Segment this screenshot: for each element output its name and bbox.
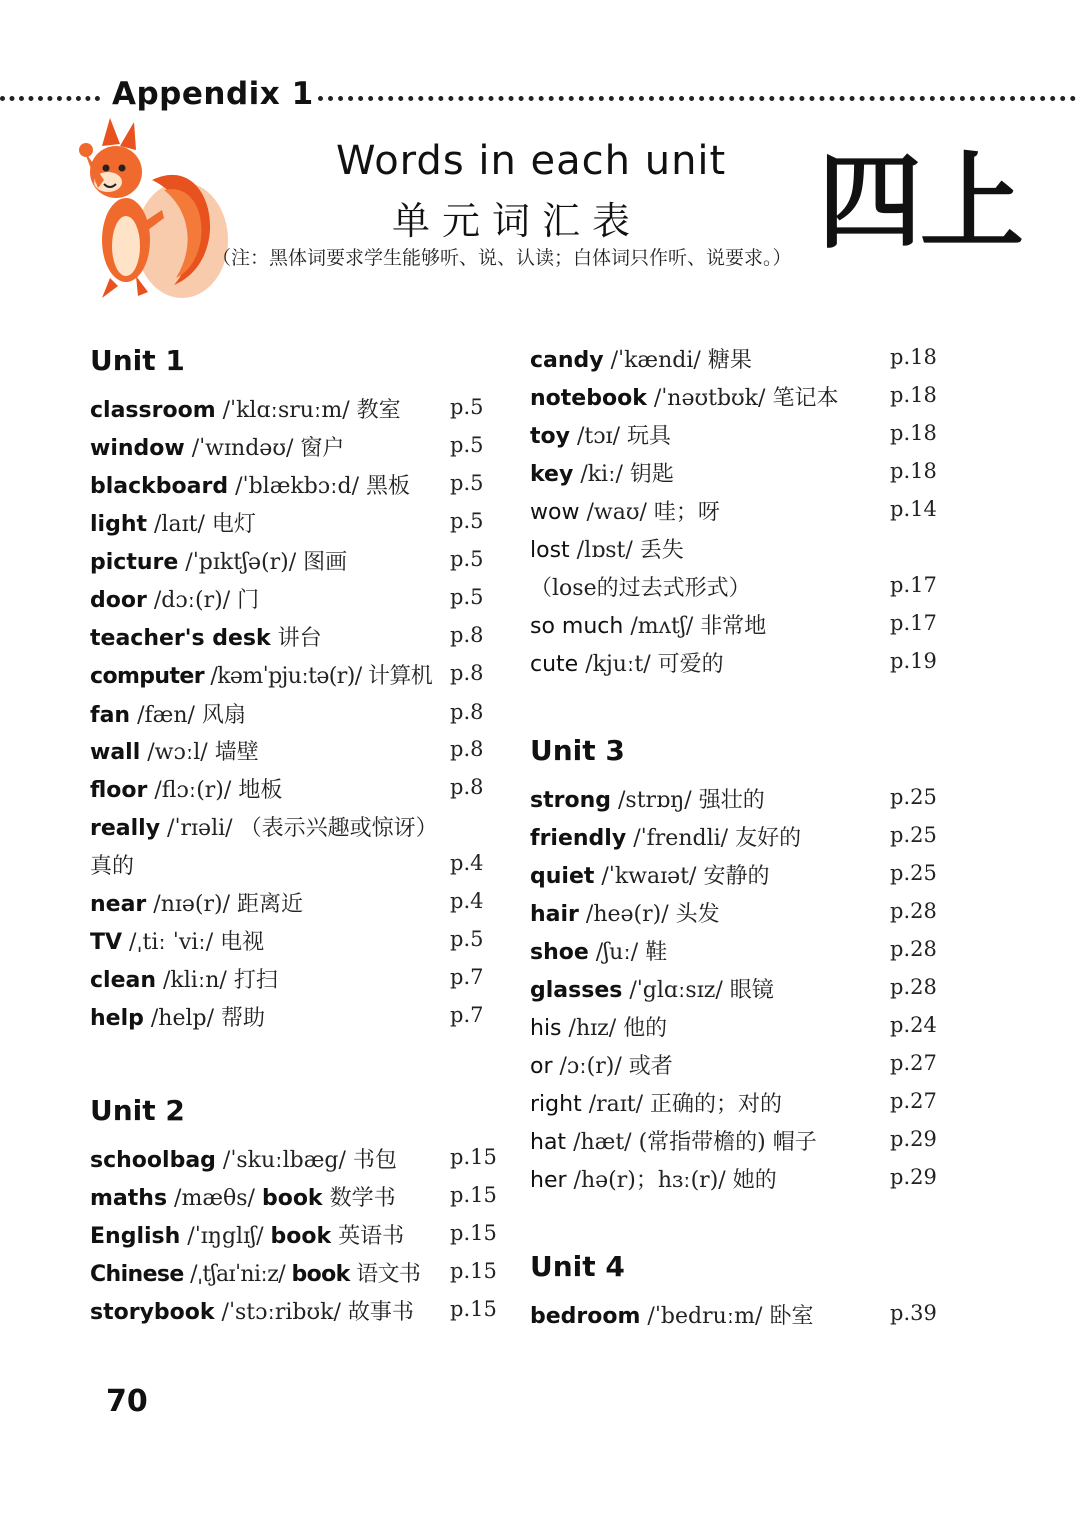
entry-word: friendly bbox=[530, 826, 627, 851]
entry-phonetic: /strɒŋ/ bbox=[618, 788, 692, 813]
vocab-entry bbox=[530, 495, 940, 529]
unit-heading: Unit 4 bbox=[530, 1250, 625, 1283]
entry-word: his bbox=[530, 1016, 562, 1041]
entry-word: schoolbag bbox=[90, 1148, 216, 1173]
entry-word: hat bbox=[530, 1130, 567, 1155]
entry-word: cute bbox=[530, 652, 579, 677]
entry-meaning: 距离近 bbox=[237, 892, 304, 917]
entry-meaning: （表示兴趣或惊讶） bbox=[239, 816, 438, 841]
vocab-entry bbox=[90, 1219, 500, 1253]
vocab-entry bbox=[530, 1049, 940, 1083]
entry-word-book: book bbox=[261, 1186, 323, 1211]
entry-meaning: 友好的 bbox=[735, 826, 802, 851]
entry-phonetic: /ˌtiː ˈviː/ bbox=[129, 930, 214, 955]
entry-meaning: 他的 bbox=[623, 1016, 668, 1041]
entry-word: so much bbox=[530, 614, 624, 639]
entry-word: or bbox=[530, 1054, 553, 1079]
entry-phonetic: /fæn/ bbox=[137, 703, 195, 728]
entry-phonetic: /kiː/ bbox=[580, 462, 623, 487]
entry-meaning: 风扇 bbox=[201, 703, 246, 728]
entry-word: picture bbox=[90, 550, 179, 575]
entry-meaning: 或者 bbox=[628, 1054, 673, 1079]
entry-word: notebook bbox=[530, 386, 647, 411]
entry-word: glasses bbox=[530, 978, 623, 1003]
entry-page: p.28 bbox=[890, 899, 937, 923]
vocab-entry bbox=[530, 1125, 940, 1159]
appendix-label: Appendix 1 bbox=[112, 76, 314, 112]
entry-meaning: 电灯 bbox=[211, 512, 256, 537]
vocab-entry bbox=[530, 381, 940, 415]
entry-word: her bbox=[530, 1168, 567, 1193]
entry-page: p.29 bbox=[890, 1165, 937, 1189]
vocab-entry bbox=[530, 897, 940, 931]
entry-meaning: 糖果 bbox=[707, 348, 752, 373]
entry-page: p.25 bbox=[890, 785, 937, 809]
vocab-entry-continuation bbox=[90, 849, 500, 883]
entry-page: p.5 bbox=[450, 433, 484, 457]
entry-phonetic: /ˈkwaɪət/ bbox=[601, 864, 697, 889]
vocab-entry bbox=[90, 1295, 500, 1329]
vocab-entry bbox=[530, 343, 940, 377]
entry-phonetic: /ˈkændi/ bbox=[610, 348, 701, 373]
entry-word: blackboard bbox=[90, 474, 229, 499]
entry-page: p.8 bbox=[450, 737, 484, 761]
entry-phonetic: /dɔː(r)/ bbox=[153, 588, 231, 613]
entry-meaning: 电视 bbox=[220, 930, 265, 955]
entry-phonetic: /ˈglɑːsɪz/ bbox=[629, 978, 723, 1003]
entry-page: p.27 bbox=[890, 1051, 937, 1075]
entry-phonetic: /ˈstɔːribʊk/ bbox=[221, 1300, 341, 1325]
entry-page: p.8 bbox=[450, 661, 484, 685]
grade-label: 四上 bbox=[818, 141, 1023, 263]
entry-page: p.18 bbox=[890, 421, 937, 445]
entry-meaning: 丢失 bbox=[639, 538, 684, 563]
entry-phonetic: /kjuːt/ bbox=[585, 652, 651, 677]
entry-phonetic: /tɔɪ/ bbox=[576, 424, 621, 449]
entry-word-book: book bbox=[270, 1224, 332, 1249]
vocab-entry bbox=[530, 1163, 940, 1197]
entry-page: p.18 bbox=[890, 345, 937, 369]
unit-heading: Unit 1 bbox=[90, 344, 185, 377]
entry-word: maths bbox=[90, 1186, 168, 1211]
entry-page: p.7 bbox=[450, 1003, 484, 1027]
entry-page: p.24 bbox=[890, 1013, 937, 1037]
entry-page: p.8 bbox=[450, 623, 484, 647]
entry-meaning: 非常地 bbox=[700, 614, 767, 639]
entry-word: hair bbox=[530, 902, 579, 927]
entry-meaning: 地板 bbox=[238, 778, 283, 803]
vocab-entry bbox=[530, 533, 940, 567]
squirrel-mascot-illustration bbox=[64, 110, 234, 305]
entry-page: p.8 bbox=[450, 775, 484, 799]
entry-meaning: 强壮的 bbox=[698, 788, 765, 813]
entry-phonetic: /kliːn/ bbox=[163, 968, 227, 993]
dotted-rule-right bbox=[318, 96, 1076, 101]
vocab-entry bbox=[90, 1001, 500, 1035]
entry-meaning: 笔记本 bbox=[772, 386, 839, 411]
entry-word: shoe bbox=[530, 940, 589, 965]
vocab-entry bbox=[530, 821, 940, 855]
entry-page: p.4 bbox=[450, 889, 484, 913]
entry-meaning: (常指带檐的) 帽子 bbox=[638, 1130, 817, 1155]
entry-page: p.28 bbox=[890, 937, 937, 961]
dotted-rule-left bbox=[0, 96, 100, 101]
entry-meaning: 墙壁 bbox=[214, 740, 259, 765]
vocab-entry bbox=[90, 963, 500, 997]
entry-word: really bbox=[90, 816, 161, 841]
entry-phonetic: /ˌtʃaɪˈniːz/ bbox=[190, 1262, 286, 1287]
entry-page: p.7 bbox=[450, 965, 484, 989]
vocab-entry bbox=[530, 1011, 940, 1045]
entry-meaning: 门 bbox=[237, 588, 260, 613]
vocab-entry bbox=[90, 431, 500, 465]
entry-page: p.18 bbox=[890, 459, 937, 483]
entry-word: lost bbox=[530, 538, 570, 563]
entry-word: help bbox=[90, 1006, 144, 1031]
entry-continuation: 真的 bbox=[90, 854, 135, 879]
vocab-entry bbox=[90, 811, 500, 845]
entry-word: teacher's desk bbox=[90, 626, 271, 651]
entry-word: bedroom bbox=[530, 1304, 641, 1329]
entry-meaning: 哇；呀 bbox=[653, 500, 720, 525]
vocab-entry bbox=[90, 545, 500, 579]
entry-page: p.27 bbox=[890, 1089, 937, 1113]
entry-word: computer bbox=[90, 664, 204, 689]
vocab-entry bbox=[90, 1257, 500, 1291]
vocab-entry bbox=[90, 925, 500, 959]
entry-page: p.15 bbox=[450, 1259, 497, 1283]
vocab-entry bbox=[90, 583, 500, 617]
entry-word: candy bbox=[530, 348, 604, 373]
entry-word: storybook bbox=[90, 1300, 215, 1325]
vocab-entry bbox=[90, 1143, 500, 1177]
entry-page: p.25 bbox=[890, 823, 937, 847]
entry-page: p.5 bbox=[450, 509, 484, 533]
entry-phonetic: /nɪə(r)/ bbox=[153, 892, 231, 917]
entry-word: clean bbox=[90, 968, 157, 993]
entry-meaning: 语文书 bbox=[356, 1262, 421, 1287]
entry-meaning: 卧室 bbox=[769, 1304, 814, 1329]
entry-page: p.15 bbox=[450, 1183, 497, 1207]
vocab-entry bbox=[530, 457, 940, 491]
vocab-entry bbox=[90, 735, 500, 769]
entry-phonetic: /ˈfrendli/ bbox=[633, 826, 729, 851]
entry-page: p.4 bbox=[450, 851, 484, 875]
entry-word: English bbox=[90, 1224, 181, 1249]
entry-page: p.5 bbox=[450, 547, 484, 571]
entry-phonetic: /ˈblækbɔːd/ bbox=[235, 474, 360, 499]
entry-page: p.39 bbox=[890, 1301, 937, 1325]
entry-page: p.15 bbox=[450, 1145, 497, 1169]
entry-phonetic: /ˈklɑːsruːm/ bbox=[222, 398, 350, 423]
vocab-entry bbox=[530, 647, 940, 681]
vocab-entry bbox=[90, 621, 500, 655]
entry-phonetic: /kəmˈpjuːtə(r)/ bbox=[210, 664, 362, 689]
entry-phonetic: /wɔːl/ bbox=[147, 740, 208, 765]
entry-page: p.17 bbox=[890, 573, 937, 597]
entry-phonetic: /mæθs/ bbox=[174, 1186, 255, 1211]
entry-meaning: 正确的；对的 bbox=[650, 1092, 783, 1117]
vocab-entry bbox=[530, 935, 940, 969]
entry-word: TV bbox=[90, 930, 123, 955]
entry-meaning: 书包 bbox=[352, 1148, 397, 1173]
entry-phonetic: /heə(r)/ bbox=[585, 902, 669, 927]
vocab-entry bbox=[90, 1181, 500, 1215]
entry-meaning: 数学书 bbox=[329, 1186, 396, 1211]
unit-heading: Unit 2 bbox=[90, 1094, 185, 1127]
entry-page: p.28 bbox=[890, 975, 937, 999]
vocab-entry bbox=[530, 973, 940, 1007]
entry-meaning: 黑板 bbox=[366, 474, 411, 499]
entry-meaning: 图画 bbox=[303, 550, 348, 575]
entry-meaning: 玩具 bbox=[627, 424, 672, 449]
entry-phonetic: /help/ bbox=[150, 1006, 215, 1031]
page-number: 70 bbox=[106, 1384, 148, 1419]
entry-page: p.15 bbox=[450, 1221, 497, 1245]
entry-phonetic: /ʃuː/ bbox=[595, 940, 639, 965]
entry-meaning: 帮助 bbox=[221, 1006, 266, 1031]
entry-phonetic: /mʌtʃ/ bbox=[630, 614, 694, 639]
entry-page: p.15 bbox=[450, 1297, 497, 1321]
entry-word: floor bbox=[90, 778, 148, 803]
entry-word: wall bbox=[90, 740, 141, 765]
entry-meaning: 打扫 bbox=[233, 968, 278, 993]
entry-phonetic: /ˈskuːlbæg/ bbox=[222, 1148, 346, 1173]
entry-page: p.5 bbox=[450, 927, 484, 951]
entry-meaning: 教室 bbox=[356, 398, 401, 423]
entry-phonetic: /waʊ/ bbox=[586, 500, 647, 525]
entry-page: p.29 bbox=[890, 1127, 937, 1151]
header-note: （注：黑体词要求学生能够听、说、认读；白体词只作听、说要求。） bbox=[212, 247, 792, 269]
vocab-entry bbox=[530, 859, 940, 893]
vocab-entry bbox=[530, 1299, 940, 1333]
entry-phonetic: /ˈbedruːm/ bbox=[647, 1304, 763, 1329]
entry-word: wow bbox=[530, 500, 580, 525]
entry-phonetic: /flɔː(r)/ bbox=[154, 778, 232, 803]
entry-page: p.5 bbox=[450, 585, 484, 609]
entry-page: p.5 bbox=[450, 395, 484, 419]
vocab-entry bbox=[530, 1087, 940, 1121]
entry-word: window bbox=[90, 436, 185, 461]
entry-phonetic: /raɪt/ bbox=[588, 1092, 644, 1117]
title-english: Words in each unit bbox=[336, 138, 727, 184]
entry-meaning: 安静的 bbox=[703, 864, 770, 889]
entry-word: door bbox=[90, 588, 147, 613]
vocab-entry bbox=[530, 783, 940, 817]
entry-phonetic: /ˈwɪndəʊ/ bbox=[191, 436, 294, 461]
entry-phonetic: /hɪz/ bbox=[568, 1016, 617, 1041]
entry-phonetic: /ˈpɪktʃə(r)/ bbox=[185, 550, 297, 575]
vocab-entry bbox=[90, 469, 500, 503]
entry-meaning: 钥匙 bbox=[629, 462, 674, 487]
entry-word: near bbox=[90, 892, 147, 917]
entry-meaning: 头发 bbox=[675, 902, 720, 927]
entry-word: Chinese bbox=[90, 1262, 184, 1287]
entry-phonetic: /lɒst/ bbox=[576, 538, 633, 563]
entry-page: p.25 bbox=[890, 861, 937, 885]
vocab-entry bbox=[90, 773, 500, 807]
entry-continuation: （lose的过去式形式） bbox=[530, 576, 751, 601]
entry-word: key bbox=[530, 462, 574, 487]
entry-word: light bbox=[90, 512, 148, 537]
vocab-entry bbox=[90, 887, 500, 921]
entry-phonetic: /ɔː(r)/ bbox=[559, 1054, 622, 1079]
entry-word: quiet bbox=[530, 864, 595, 889]
entry-page: p.19 bbox=[890, 649, 937, 673]
entry-word: right bbox=[530, 1092, 582, 1117]
entry-word: fan bbox=[90, 703, 131, 728]
vocab-entry-continuation bbox=[530, 571, 940, 605]
title-chinese: 单元词汇表 bbox=[392, 199, 643, 243]
vocab-entry bbox=[90, 393, 500, 427]
entry-word: classroom bbox=[90, 398, 216, 423]
entry-word-book: book bbox=[291, 1262, 350, 1287]
entry-meaning: 计算机 bbox=[367, 664, 433, 689]
vocab-entry bbox=[530, 419, 940, 453]
entry-phonetic: /hæt/ bbox=[573, 1130, 632, 1155]
entry-phonetic: /ˈrɪəli/ bbox=[167, 816, 233, 841]
vocab-entry bbox=[530, 609, 940, 643]
entry-meaning: 可爱的 bbox=[657, 652, 724, 677]
entry-meaning: 鞋 bbox=[645, 940, 668, 965]
entry-page: p.18 bbox=[890, 383, 937, 407]
entry-meaning: 讲台 bbox=[277, 626, 322, 651]
vocab-entry bbox=[90, 659, 500, 693]
entry-word: toy bbox=[530, 424, 570, 449]
entry-phonetic: /hə(r)；hɜː(r)/ bbox=[573, 1168, 726, 1193]
entry-word: strong bbox=[530, 788, 611, 813]
entry-meaning: 英语书 bbox=[338, 1224, 405, 1249]
entry-meaning: 故事书 bbox=[347, 1300, 414, 1325]
entry-page: p.17 bbox=[890, 611, 937, 635]
vocab-entry bbox=[90, 698, 500, 732]
entry-meaning: 她的 bbox=[732, 1168, 777, 1193]
entry-page: p.5 bbox=[450, 471, 484, 495]
entry-meaning: 眼镜 bbox=[729, 978, 774, 1003]
entry-page: p.14 bbox=[890, 497, 937, 521]
entry-phonetic: /laɪt/ bbox=[154, 512, 205, 537]
entry-phonetic: /ˈnəʊtbʊk/ bbox=[653, 386, 766, 411]
unit-heading: Unit 3 bbox=[530, 734, 625, 767]
entry-phonetic: /ˈɪŋglɪʃ/ bbox=[187, 1224, 264, 1249]
entry-page: p.8 bbox=[450, 700, 484, 724]
entry-meaning: 窗户 bbox=[300, 436, 345, 461]
vocab-entry bbox=[90, 507, 500, 541]
